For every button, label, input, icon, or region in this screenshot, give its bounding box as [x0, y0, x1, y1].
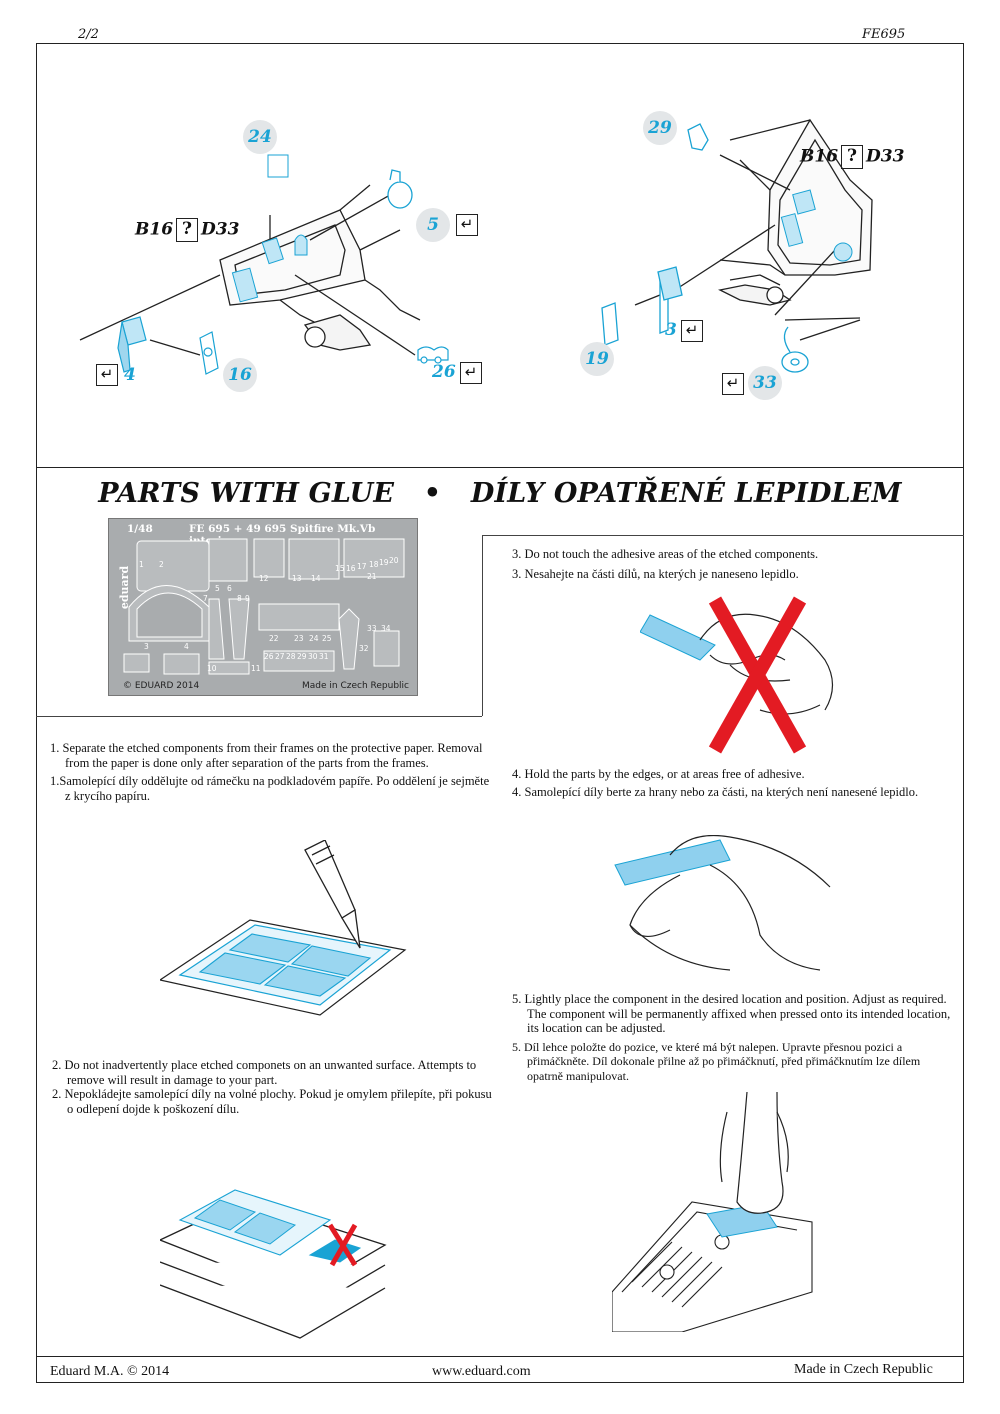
- box-line: [36, 716, 482, 717]
- svg-text:9: 9: [245, 594, 250, 603]
- illustration-hold-edges: [610, 835, 840, 975]
- step-2: [52, 1058, 498, 1116]
- fret-made-in: Made in Czech Republic: [302, 681, 409, 691]
- svg-text:21: 21: [367, 572, 377, 581]
- part-badge-16: 16: [223, 358, 257, 392]
- part-badge-5: 5: [416, 208, 450, 242]
- step-4-cz: 4. Samolepící díly berte za hrany nebo za části, na kterých není nanesené lepidlo.: [512, 784, 919, 799]
- footer-made-in: Made in Czech Republic: [794, 1362, 933, 1377]
- illustration-cut-parts: [160, 840, 410, 1030]
- step-4: [512, 767, 952, 799]
- tick-icon: ↵: [460, 362, 482, 384]
- step-5-en: 5. Lightly place the component in the desired location and position. Adjust as required. The component will be permanently affixed when pressed onto its intended location, its location can be adjusted.: [512, 992, 951, 1035]
- footer-website[interactable]: www.eduard.com: [432, 1364, 531, 1379]
- svg-text:4: 4: [184, 642, 189, 651]
- step-1: [50, 741, 490, 803]
- svg-text:29: 29: [297, 652, 307, 661]
- footer-company: Eduard M.A. © 2014: [50, 1364, 170, 1379]
- part-label-26: 26: [432, 362, 456, 382]
- svg-text:18: 18: [369, 560, 379, 569]
- svg-text:31: 31: [319, 652, 329, 661]
- box-line: [482, 535, 483, 716]
- svg-text:7: 7: [203, 594, 208, 603]
- svg-text:12: 12: [259, 574, 269, 583]
- part-badge-24: 24: [243, 120, 277, 154]
- svg-text:28: 28: [286, 652, 296, 661]
- color-reference-right: [800, 145, 904, 169]
- question-icon: ?: [841, 145, 863, 169]
- page-number: 2/2: [78, 27, 99, 42]
- step-1-cz: 1.Samolepící díly oddělujte od rámečku na podkladovém papíře. Po oddělení je sejměte z krycího papíru.: [50, 774, 490, 803]
- fret-copyright: © EDUARD 2014: [123, 681, 200, 691]
- svg-text:26: 26: [264, 652, 274, 661]
- ref-prefix: B16: [800, 146, 839, 167]
- step-3-cz: 3. Nesahejte na části dílů, na kterých je naneseno lepidlo.: [512, 566, 799, 581]
- svg-text:20: 20: [389, 556, 399, 565]
- color-reference-left: [135, 218, 239, 242]
- svg-text:6: 6: [227, 584, 232, 593]
- fret-parts-drawing: [109, 519, 417, 695]
- divider-footer: [36, 1356, 964, 1357]
- svg-text:25: 25: [322, 634, 332, 643]
- svg-text:14: 14: [311, 574, 321, 583]
- part-badge-19: 19: [580, 342, 614, 376]
- svg-text:23: 23: [294, 634, 304, 643]
- question-icon: ?: [176, 218, 198, 242]
- svg-text:2: 2: [159, 560, 164, 569]
- box-line: [482, 535, 964, 536]
- svg-text:15: 15: [335, 564, 345, 573]
- title-cz: DÍLY OPATŘENÉ LEPIDLEM: [470, 478, 902, 509]
- fret-brand: eduard: [118, 565, 132, 610]
- step-3-en: 3. Do not touch the adhesive areas of the etched components.: [512, 547, 819, 561]
- title-en: PARTS WITH GLUE: [98, 478, 395, 509]
- svg-text:3: 3: [144, 642, 149, 651]
- svg-text:17: 17: [357, 562, 367, 571]
- section-title: [0, 478, 1000, 509]
- svg-text:13: 13: [292, 574, 302, 583]
- ref-suffix: D33: [866, 146, 905, 167]
- svg-text:19: 19: [379, 558, 389, 567]
- step-4-en: 4. Hold the parts by the edges, or at areas free of adhesive.: [512, 767, 805, 781]
- step-2-en: 2. Do not inadvertently place etched componets on an unwanted surface. Attempts to remove will result in damage to your part.: [52, 1058, 477, 1087]
- ref-suffix: D33: [201, 219, 240, 240]
- product-code: FE695: [862, 27, 906, 42]
- ref-prefix: B16: [135, 219, 174, 240]
- photo-etch-fret: [108, 518, 418, 696]
- illustration-dont-touch: [640, 590, 840, 760]
- svg-text:32: 32: [359, 644, 369, 653]
- svg-text:16: 16: [346, 564, 356, 573]
- fret-title: FE 695 + 49 695 Spitfire Mk.Vb: [189, 523, 376, 535]
- tick-icon: ↵: [456, 214, 478, 236]
- step-1-en: 1. Separate the etched components from their frames on the protective paper. Removal from the paper is done only after separation of the parts from the frames.: [50, 741, 483, 770]
- step-2-cz: 2. Nepokládejte samolepící díly na volné plochy. Pokud je omylem přilepíte, při pokusu o odlepení dojde k poškození dílu.: [52, 1087, 492, 1116]
- illustration-press-place: [612, 1092, 822, 1332]
- part-label-4: 4: [124, 365, 136, 385]
- step-3: [512, 547, 952, 581]
- svg-text:34: 34: [381, 624, 391, 633]
- part-label-3: 3: [665, 320, 677, 340]
- tick-icon: ↵: [681, 320, 703, 342]
- svg-text:24: 24: [309, 634, 319, 643]
- svg-text:22: 22: [269, 634, 279, 643]
- svg-text:11: 11: [251, 664, 261, 673]
- svg-text:33: 33: [367, 624, 377, 633]
- divider-top: [36, 467, 964, 468]
- part-badge-33: 33: [748, 366, 782, 400]
- title-bullet: •: [423, 478, 442, 509]
- step-5-cz: 5. Díl lehce položte do pozice, ve které má být nalepen. Upravte přesnou pozici a přimáčkněte. Díl dokonale přilne až po přimáčknutí, před přimáčknutím lze dílem opatrně manipulovat.: [512, 1039, 921, 1083]
- fret-scale: 1/48: [127, 523, 153, 535]
- svg-text:27: 27: [275, 652, 285, 661]
- part-badge-29: 29: [643, 111, 677, 145]
- illustration-wrong-surface: [160, 1150, 410, 1340]
- svg-text:5: 5: [215, 584, 220, 593]
- step-5: [512, 992, 954, 1083]
- svg-text:30: 30: [308, 652, 318, 661]
- tick-icon: ↵: [722, 373, 744, 395]
- svg-text:10: 10: [207, 664, 217, 673]
- tick-icon: ↵: [96, 364, 118, 386]
- svg-text:8: 8: [237, 594, 242, 603]
- svg-text:1: 1: [139, 560, 144, 569]
